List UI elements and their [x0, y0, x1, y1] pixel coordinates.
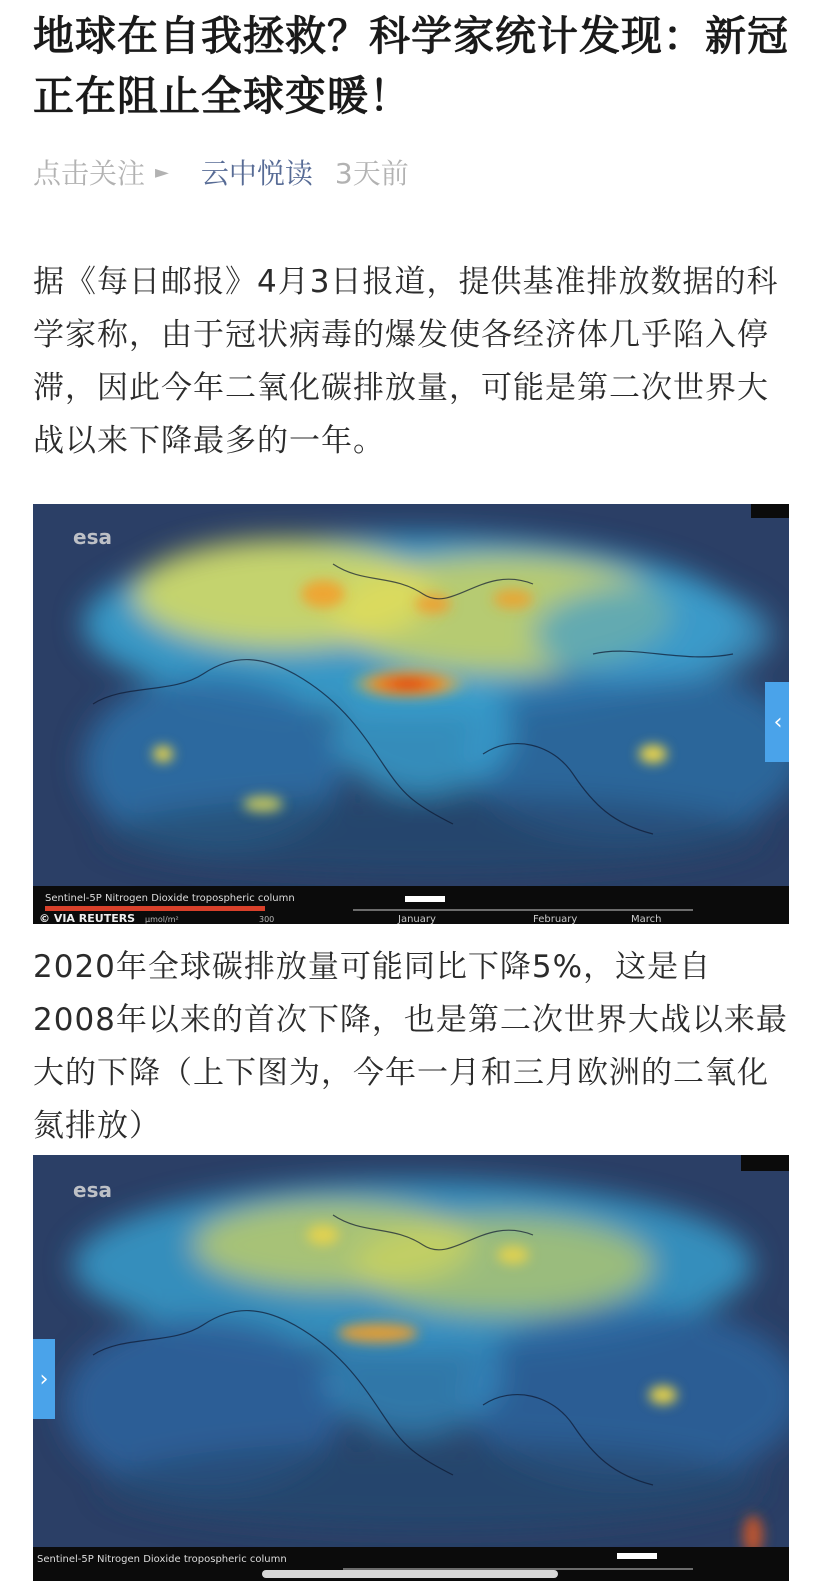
- timeline-marker: [405, 896, 445, 902]
- corner-mark: [751, 504, 789, 518]
- article-meta: [33, 150, 409, 194]
- map-credit: © VIA REUTERS: [39, 912, 136, 924]
- timeline-marker: [617, 1553, 657, 1559]
- follow-label[interactable]: 点击关注: [33, 157, 146, 190]
- map-caption: Sentinel-5P Nitrogen Dioxide tropospheric column: [45, 893, 295, 904]
- scroll-indicator: [262, 1570, 558, 1578]
- esa-logo: esa: [73, 525, 112, 549]
- article-title: 地球在自我拯救？科学家统计发现：新冠正在阻止全球变暖！: [33, 12, 789, 120]
- map-image-january[interactable]: [33, 504, 789, 924]
- chevron-right-icon: ›: [39, 1366, 49, 1392]
- timeline-label-february: February: [533, 914, 578, 924]
- map-image-march[interactable]: [33, 1155, 789, 1581]
- swipe-left-button[interactable]: [33, 1339, 55, 1419]
- esa-logo: esa: [73, 1178, 112, 1202]
- scale-unit: µmol/m²: [145, 915, 179, 924]
- scale-max: 300: [259, 915, 275, 924]
- corner-mark: [741, 1155, 789, 1171]
- swipe-right-button[interactable]: [765, 682, 789, 762]
- timeline-label-march: March: [631, 914, 662, 924]
- paragraph-2: 2020年全球碳排放量可能同比下降5%，这是自2008年以来的首次下降，也是第二次世界大战以来最大的下降（上下图为，今年一月和三月欧洲的二氧化氮排放）: [33, 949, 788, 1144]
- color-scale-bar: [45, 906, 265, 911]
- map-caption: Sentinel-5P Nitrogen Dioxide tropospheric column: [37, 1554, 287, 1565]
- account-name-link[interactable]: 云中悦读: [200, 157, 313, 190]
- follow-button[interactable]: [33, 152, 169, 192]
- chevron-left-icon: ‹: [773, 709, 783, 735]
- play-arrow-icon[interactable]: ►: [155, 161, 169, 183]
- publish-time: 3天前: [334, 157, 409, 190]
- timeline-label-january: January: [398, 914, 436, 924]
- paragraph-1: 据《每日邮报》4月3日报道，提供基准排放数据的科学家称，由于冠状病毒的爆发使各经济体几乎陷入停滞，因此今年二氧化碳排放量，可能是第二次世界大战以来下降最多的一年。: [33, 264, 779, 459]
